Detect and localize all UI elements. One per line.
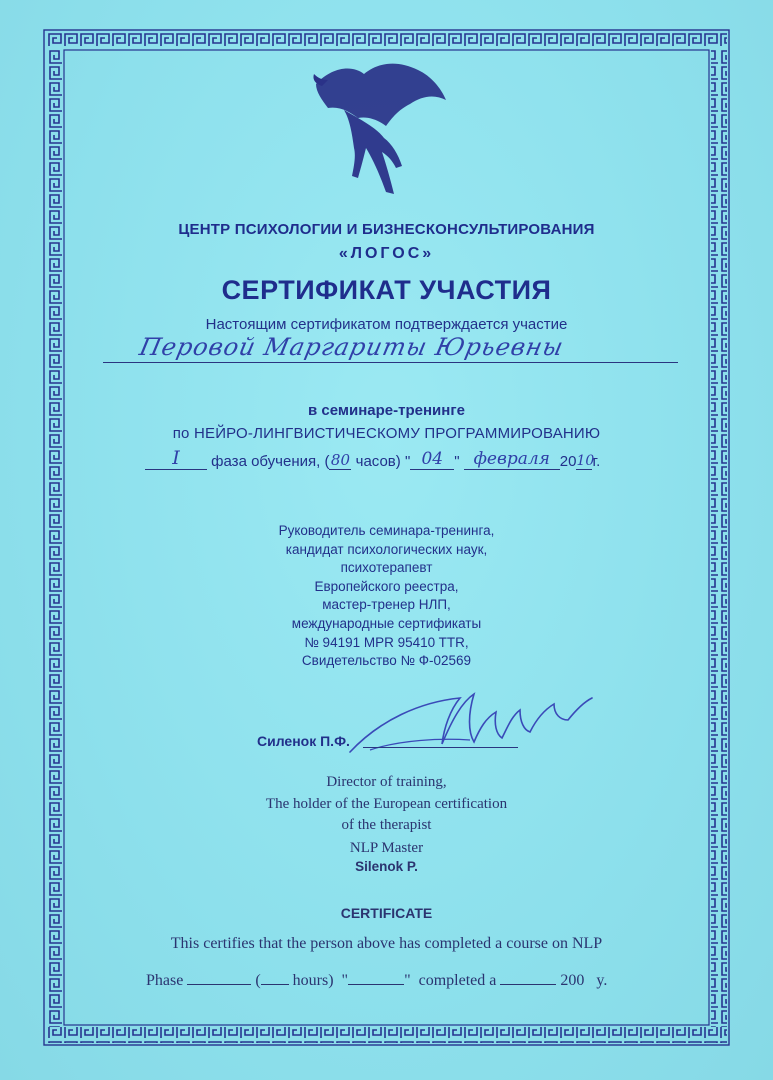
nlp-master-label: NLP Master: [349, 840, 424, 856]
month-blank: [464, 449, 560, 470]
english-year-suffix: y.: [596, 972, 608, 989]
english-certifies-text: This certifies that the person above has completed a course on NLP: [170, 935, 603, 952]
hours-label: часов): [355, 453, 401, 470]
center-name: ЦЕНТР ПСИХОЛОГИИ И БИЗНЕСКОНСУЛЬТИРОВАНИЯ: [178, 221, 595, 238]
certificate-title: СЕРТИФИКАТ УЧАСТИЯ: [221, 275, 552, 305]
seminar-label: в семинаре-тренинге: [308, 402, 465, 419]
phase-row: [145, 447, 601, 470]
english-day-blank: [348, 970, 404, 985]
signature-line: [363, 747, 518, 748]
english-phase-blank: [187, 970, 251, 985]
day-quote-close: ": [454, 453, 460, 470]
english-credentials: [0, 772, 773, 837]
english-line: The holder of the European certification: [265, 795, 508, 812]
year-suffix: г.: [592, 453, 601, 470]
leader-line: Руководитель семинара-тренинга,: [278, 523, 495, 538]
leader-line: Свидетельство № Ф-02569: [301, 653, 472, 669]
leader-name: Силенок П.Ф.: [257, 733, 350, 749]
course-name: по НЕЙРО-ЛИНГВИСТИЧЕСКОМУ ПРОГРАММИРОВАНИЮ: [172, 425, 601, 442]
english-leader-name: Silenok P.: [355, 859, 418, 874]
english-quote-open: ": [341, 972, 349, 989]
english-hours-open: (: [255, 972, 261, 989]
leader-line: Европейского реестра,: [314, 578, 459, 594]
participant-name-handwritten: Перовой Маргариты Юрьевны: [137, 333, 567, 361]
confirmation-text: Настоящим сертификатом подтверждается участие: [205, 316, 568, 333]
english-phase-word: Phase: [146, 972, 184, 989]
hours-handwritten: 80: [330, 451, 350, 469]
english-year-word: 200: [560, 972, 585, 989]
year-blank: [576, 452, 595, 470]
leader-line: мастер-тренер НЛП,: [322, 597, 451, 613]
handwritten-signature: [340, 680, 600, 760]
year-handwritten: 10: [576, 453, 595, 469]
organization-name: «ЛОГОС»: [338, 245, 435, 262]
english-quote-close: ": [404, 972, 411, 989]
english-date-blank: [500, 970, 556, 985]
phase-handwritten: I: [172, 447, 180, 469]
participant-name-line: [103, 362, 678, 363]
english-hours-blank: [261, 970, 289, 985]
english-phase-row: [146, 970, 607, 990]
english-certificate-heading: CERTIFICATE: [340, 905, 433, 921]
day-blank: [410, 449, 454, 470]
english-hours-word: hours): [292, 972, 334, 989]
leader-line: № 94191 MPR 95410 TTR,: [304, 634, 469, 650]
pegasus-logo: [306, 60, 451, 200]
day-handwritten: 04: [421, 449, 444, 469]
phase-blank: [145, 447, 207, 470]
day-quote-open: ": [404, 453, 411, 470]
english-line: Director of training,: [326, 774, 447, 790]
leader-line: кандидат психологических наук,: [285, 541, 488, 557]
leader-line: международные сертификаты: [291, 615, 482, 631]
phase-label: фаза обучения, (: [211, 453, 330, 470]
leader-line: психотерапевт: [340, 560, 433, 576]
english-completed-word: completed a: [418, 972, 497, 989]
year-prefix: 20: [559, 453, 577, 470]
english-line: of the therapist: [341, 817, 432, 833]
hours-blank: [329, 452, 351, 470]
month-handwritten: февраля: [473, 449, 550, 469]
leader-credentials: [0, 522, 773, 671]
